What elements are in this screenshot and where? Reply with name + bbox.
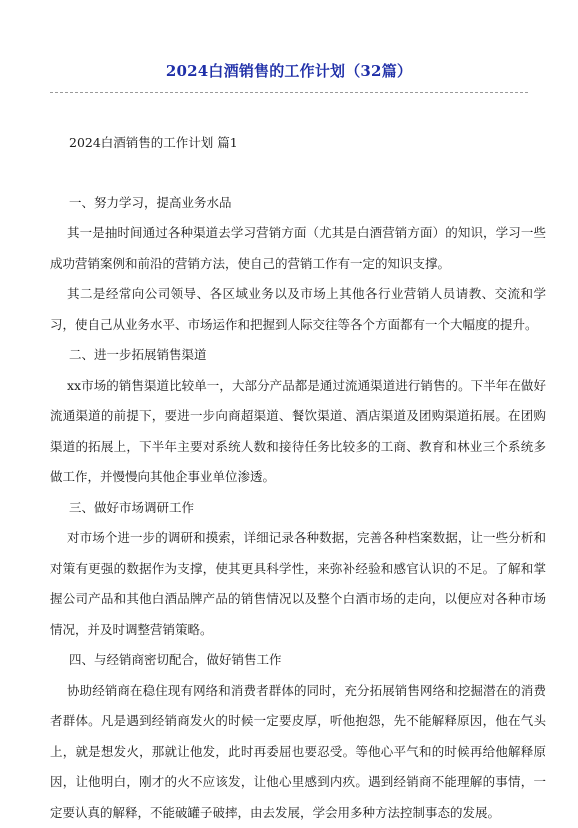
paragraph: 其二是经常向公司领导、各区域业务以及市场上其他各行业营销人员请教、交流和学习，使自己从业务水平、市场运作和把握到人际交往等各个方面都有一个大幅度的提升。 — [50, 279, 546, 340]
paragraph: 协助经销商在稳住现有网络和消费者群体的同时，充分拓展销售网络和挖掘潜在的消费者群体。凡是遇到经销商发火的时候一定要皮厚，听他抱怨，先不能解释原因，他在气头上，就是想发火，那就让他发，此时再委屈也要忍受。等他心平气和的时候再给他解释原因，让他明白，刚才的火不应该发，让他心里感到内疚。遇到经销商不能理解的事情，一定要认真的解释，不能破罐子破摔，由去发展，学会用多种方法控制事态的发展。 — [50, 676, 546, 828]
section-heading: 二、进一步拓展销售渠道 — [50, 340, 546, 371]
paragraph: xx市场的销售渠道比较单一，大部分产品都是通过流通渠道进行销售的。下半年在做好流通渠道的前提下，要进一步向商超渠道、餐饮渠道、酒店渠道及团购渠道拓展。在团购渠道的拓展上，下半年主要对系统人数和接待任务比较多的工商、教育和林业三个系统多做工作，并慢慢向其他企事业单位渗透。 — [50, 371, 546, 493]
title-divider — [50, 92, 528, 93]
paragraph: 其一是抽时间通过各种渠道去学习营销方面（尤其是白酒营销方面）的知识，学习一些成功营销案例和前沿的营销方法，使自己的营销工作有一定的知识支撑。 — [50, 218, 546, 279]
section-heading: 四、与经销商密切配合，做好销售工作 — [50, 645, 546, 676]
document-body — [50, 128, 546, 828]
paragraph: 对市场个进一步的调研和摸索，详细记录各种数据，完善各种档案数据，让一些分析和对策有更强的数据作为支撑，使其更具科学性，来弥补经验和感官认识的不足。了解和掌握公司产品和其他白酒品牌产品的销售情况以及整个白酒市场的走向，以便应对各种市场情况，并及时调整营销策略。 — [50, 523, 546, 645]
page-title: 2024白酒销售的工作计划（32篇） — [0, 60, 578, 81]
document-subtitle: 2024白酒销售的工作计划 篇1 — [50, 128, 546, 159]
section-heading: 一、努力学习，提高业务水品 — [50, 188, 546, 219]
section-heading: 三、做好市场调研工作 — [50, 493, 546, 524]
